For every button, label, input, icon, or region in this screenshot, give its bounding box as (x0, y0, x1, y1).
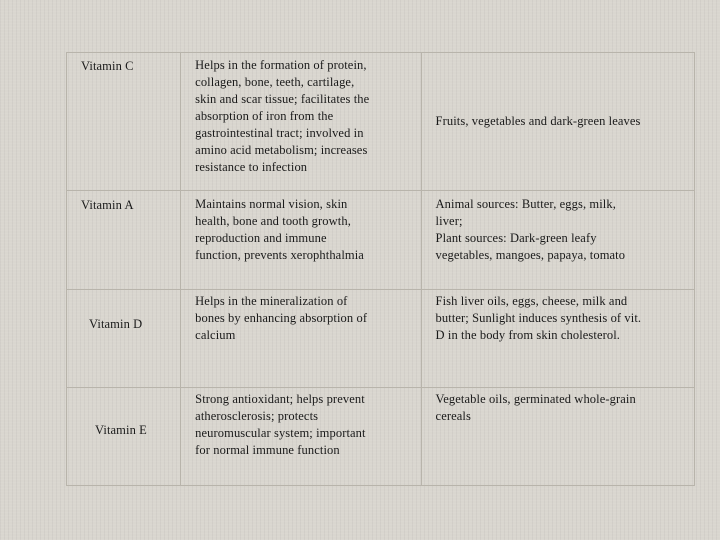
vitamin-name-cell (67, 289, 181, 387)
vitamin-name: Vitamin E (95, 422, 147, 437)
function-text-line: reproduction and immune (195, 231, 327, 246)
source-text-line: Animal sources: Butter, eggs, milk, (435, 197, 616, 212)
source-text-line: Fish liver oils, eggs, cheese, milk and (435, 293, 628, 308)
table-row-vitamin-c (67, 53, 695, 191)
function-text-line: health, bone and tooth growth, (195, 214, 351, 229)
vitamin-name: Vitamin A (81, 198, 134, 213)
source-text-line: Vegetable oils, germinated whole-grain (435, 391, 636, 406)
source-cell (421, 289, 694, 387)
source-text-line: cereals (435, 408, 471, 423)
source-cell (421, 387, 694, 485)
table-row-vitamin-d (67, 289, 695, 387)
function-text-line: Helps in the mineralization of (195, 293, 348, 308)
function-text-line: for normal immune function (195, 442, 340, 457)
source-text-line: Fruits, vegetables and dark-green leaves (435, 114, 641, 129)
table-row-vitamin-e (67, 387, 695, 485)
function-text-line: collagen, bone, teeth, cartilage, (195, 75, 355, 89)
source-text-line: vegetables, mangoes, papaya, tomato (435, 248, 626, 263)
function-cell (181, 53, 421, 191)
function-text-line: function, prevents xerophthalmia (195, 248, 364, 263)
function-text-line: calcium (195, 327, 236, 342)
function-text-line: absorption of iron from the (195, 109, 334, 123)
function-text-line: atherosclerosis; protects (195, 408, 319, 423)
function-text-line: Helps in the formation of protein, (195, 58, 367, 72)
source-cell (421, 53, 694, 191)
function-text-line: neuromuscular system; important (195, 425, 366, 440)
vitamin-name-cell (67, 53, 181, 191)
function-cell (181, 289, 421, 387)
vitamin-name: Vitamin C (81, 59, 134, 73)
function-text-line: amino acid metabolism; increases (195, 143, 368, 157)
function-text-line: skin and scar tissue; facilitates the (195, 92, 370, 106)
function-text-line: Strong antioxidant; helps prevent (195, 391, 365, 406)
source-text-line: liver; (435, 214, 463, 229)
source-text-line: Plant sources: Dark-green leafy (435, 231, 597, 246)
vitamin-table (66, 52, 695, 486)
function-text-line: Maintains normal vision, skin (195, 197, 348, 212)
function-cell (181, 387, 421, 485)
function-text-line: bones by enhancing absorption of (195, 310, 368, 325)
function-cell (181, 191, 421, 289)
function-text-line: gastrointestinal tract; involved in (195, 126, 364, 140)
vitamin-name: Vitamin D (89, 316, 143, 331)
vitamin-name-cell (67, 387, 181, 485)
source-cell (421, 191, 694, 289)
table-row-vitamin-a (67, 191, 695, 289)
vitamin-name-cell (67, 191, 181, 289)
source-text-line: butter; Sunlight induces synthesis of vit. (435, 310, 642, 325)
source-text-line: D in the body from skin cholesterol. (435, 327, 621, 342)
function-text-line: resistance to infection (195, 160, 308, 174)
